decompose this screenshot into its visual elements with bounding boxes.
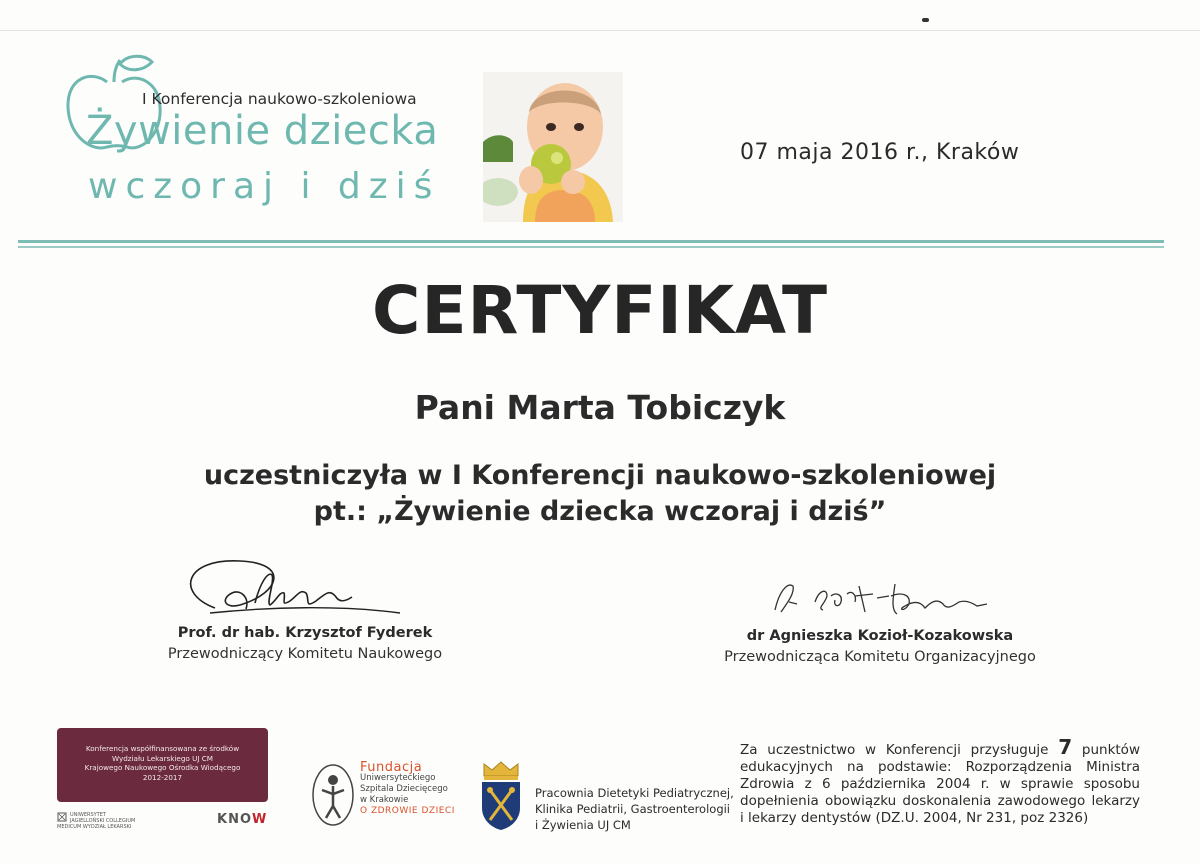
fundacja-line: w Krakowie bbox=[360, 795, 409, 805]
fundacja-line: Uniwersyteckiego bbox=[360, 773, 436, 783]
conference-subtitle: I Konferencja naukowo-szkoleniowa bbox=[142, 90, 417, 108]
education-points-note: Za uczestnictwo w Konferencji przysługuje 7 punktów edukacyjnych na podstawie: Rozporządzenia Ministra Zdrowia z 6 października 2004 r. w sprawie sposobu dopełnienia obowiązku doskonalenia zawodowego lekarzy i lekarzy dentystów (DZ.U. 2004, Nr 231, poz 2326) bbox=[740, 735, 1140, 826]
uj-cm-small-logo: UNIWERSYTET JAGIELLOŃSKI COLLEGIUM MEDICUM WYDZIAŁ LEKARSKI bbox=[57, 812, 136, 830]
signatory-role: Przewodniczący Komitetu Naukowego bbox=[167, 646, 443, 662]
signature-fyderek bbox=[180, 553, 410, 625]
certificate-description-line2: pt.: „Żywienie dziecka wczoraj i dziś” bbox=[313, 496, 887, 527]
pracownia-line: i Żywienia UJ CM bbox=[535, 818, 631, 832]
kno-logo: KNOW bbox=[217, 812, 268, 827]
top-edge-line bbox=[0, 30, 1200, 31]
sponsor-line: Konferencja współfinansowana ze środków bbox=[85, 744, 240, 753]
uj-crest-icon bbox=[57, 812, 67, 822]
divider-line-thin bbox=[18, 246, 1164, 248]
fundacja-tagline: O ZDROWIE DZIECI bbox=[360, 806, 455, 816]
date-place: 07 maja 2016 r., Kraków bbox=[740, 140, 1020, 165]
pracownia-text bbox=[535, 785, 734, 833]
fundacja-title: Fundacja bbox=[360, 760, 423, 775]
pracownia-line: Pracownia Dietetyki Pediatrycznej, bbox=[535, 786, 734, 800]
certificate-description: uczestniczyła w I Konferencji naukowo-szkoleniowej bbox=[203, 460, 997, 491]
uj-crest-icon bbox=[478, 760, 524, 832]
signature-block-right bbox=[705, 628, 1055, 665]
fundacja-emblem-icon bbox=[310, 762, 356, 828]
pracownia-line: Klinika Pediatrii, Gastroenterologii bbox=[535, 802, 731, 816]
signature-block-left bbox=[150, 625, 460, 662]
sponsor-box bbox=[57, 728, 268, 802]
sponsor-line: Krajowego Naukowego Ośrodka Wiodącego bbox=[84, 763, 241, 772]
conference-title: Żywienie dziecka bbox=[86, 108, 439, 154]
conference-logo bbox=[62, 52, 482, 222]
recipient-name: Pani Marta Tobiczyk bbox=[414, 388, 786, 427]
baby-photo bbox=[483, 72, 623, 222]
scan-mark bbox=[922, 18, 929, 22]
conference-title-line2: wczoraj i dziś bbox=[88, 166, 441, 207]
signatory-name: dr Agnieszka Kozioł-Kozakowska bbox=[746, 628, 1014, 644]
certificate-title: CERTYFIKAT bbox=[372, 272, 828, 349]
divider-line bbox=[18, 240, 1164, 243]
signature-koziol-kozakowska bbox=[765, 572, 1015, 622]
fundacja-text bbox=[360, 762, 455, 817]
sponsor-line: 2012-2017 bbox=[142, 772, 183, 782]
signatory-name: Prof. dr hab. Krzysztof Fyderek bbox=[177, 625, 433, 641]
fundacja-line: Szpitala Dziecięcego bbox=[360, 784, 448, 794]
points-number: 7 bbox=[1058, 735, 1073, 759]
signatory-role: Przewodnicząca Komitetu Organizacyjnego bbox=[724, 649, 1036, 665]
sponsor-line: Wydziału Lekarskiego UJ CM bbox=[111, 753, 213, 763]
